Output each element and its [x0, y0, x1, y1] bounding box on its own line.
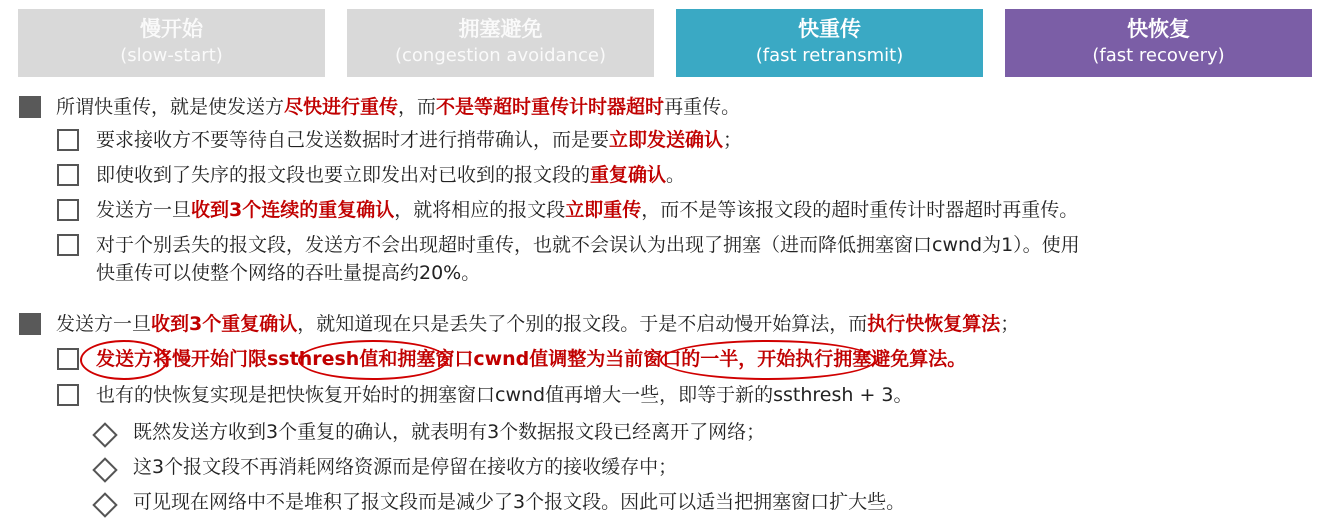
- sub-list-item: 这3个报文段不再消耗网络资源而是停留在接收方的接收缓存中；: [133, 456, 678, 478]
- highlight-text: 尽快进行重传: [284, 96, 399, 118]
- bullet-diamond: [92, 457, 117, 482]
- highlight-text: 收到3个连续的重复确认: [191, 199, 395, 221]
- list-item: 也有的快恢复实现是把快恢复开始时的拥塞窗口cwnd值再增大一些，即等于新的ssthresh + 3。: [96, 384, 913, 406]
- highlight-text: 收到3个重复确认: [151, 313, 298, 335]
- annotation-ellipse: [660, 340, 876, 380]
- bullet-square-outline: [57, 384, 79, 406]
- list-item: [96, 163, 685, 187]
- tab-slow-start[interactable]: [18, 9, 325, 77]
- text-segment: ，就知道现在只是丢失了个别的报文段。于是不启动慢开始算法，而: [297, 313, 868, 335]
- tab-congestion-avoidance[interactable]: [347, 9, 654, 77]
- tab-title: 快恢复: [1127, 17, 1190, 41]
- list-item: [96, 128, 742, 152]
- annotation-ellipse: [298, 340, 448, 380]
- bullet-square-outline: [57, 348, 79, 370]
- bullet-square-outline: [57, 199, 79, 221]
- bullet-square-outline: [57, 164, 79, 186]
- sub-list-item: 可见现在网络中不是堆积了报文段而是减少了3个报文段。因此可以适当把拥塞窗口扩大些。: [133, 491, 906, 513]
- list-item-continuation: 快重传可以使整个网络的吞吐量提高约20%。: [96, 262, 481, 284]
- text-segment: 要求接收方不要等待自己发送数据时才进行捎带确认，而是要: [96, 129, 610, 151]
- bullet-square-filled: [19, 313, 41, 335]
- text-segment: 即使收到了失序的报文段也要立即发出对已收到的报文段的: [96, 164, 591, 186]
- bullet-diamond: [92, 422, 117, 447]
- tab-title: 拥塞避免: [458, 17, 543, 41]
- highlight-text: 不是等超时重传计时器超时: [436, 96, 665, 118]
- bullet-square-outline: [57, 129, 79, 151]
- bullet-square-outline: [57, 234, 79, 256]
- list-item-highlighted: 发送方将慢开始门限ssthresh值和拥塞窗口cwnd值调整为当前窗口的一半，开始执行拥塞避免算法。: [96, 348, 967, 370]
- text-segment: ；: [1000, 313, 1020, 335]
- list-item: [96, 198, 1078, 222]
- list-item: 对于个别丢失的报文段，发送方不会出现超时重传，也就不会误认为出现了拥塞（进而降低拥塞窗口cwnd为1）。使用: [96, 234, 1080, 256]
- tab-subtitle: (fast retransmit): [755, 45, 904, 66]
- tab-subtitle: (slow-start): [120, 45, 223, 66]
- highlight-text: 执行快恢复算法: [867, 313, 1001, 335]
- tab-subtitle: (congestion avoidance): [395, 45, 606, 66]
- text-segment: 所谓快重传，就是使发送方: [56, 96, 285, 118]
- bullet-diamond: [92, 492, 117, 517]
- highlight-text: 重复确认: [590, 164, 667, 186]
- text-segment: 。: [666, 164, 686, 186]
- highlight-text: 立即重传: [565, 199, 642, 221]
- highlight-text: 立即发送确认: [609, 129, 724, 151]
- bullet-square-filled: [19, 96, 41, 118]
- text-segment: ，就将相应的报文段: [394, 199, 566, 221]
- tab-fast-recovery[interactable]: [1005, 9, 1312, 77]
- tab-title: 慢开始: [140, 17, 203, 41]
- tab-fast-retransmit[interactable]: [676, 9, 983, 77]
- paragraph-fast-retransmit: [56, 95, 740, 119]
- tab-title: 快重传: [798, 17, 861, 41]
- text-segment: 发送方一旦: [56, 313, 152, 335]
- text-segment: ，而: [398, 96, 437, 118]
- annotation-ellipse: [80, 340, 168, 380]
- text-segment: ，而不是等该报文段的超时重传计时器超时再重传。: [641, 199, 1079, 221]
- text-segment: 再重传。: [664, 96, 741, 118]
- tab-subtitle: (fast recovery): [1092, 45, 1225, 66]
- text-segment: 发送方一旦: [96, 199, 192, 221]
- paragraph-fast-recovery: [56, 312, 1019, 336]
- text-segment: ；: [723, 129, 743, 151]
- sub-list-item: 既然发送方收到3个重复的确认，就表明有3个数据报文段已经离开了网络；: [133, 421, 766, 443]
